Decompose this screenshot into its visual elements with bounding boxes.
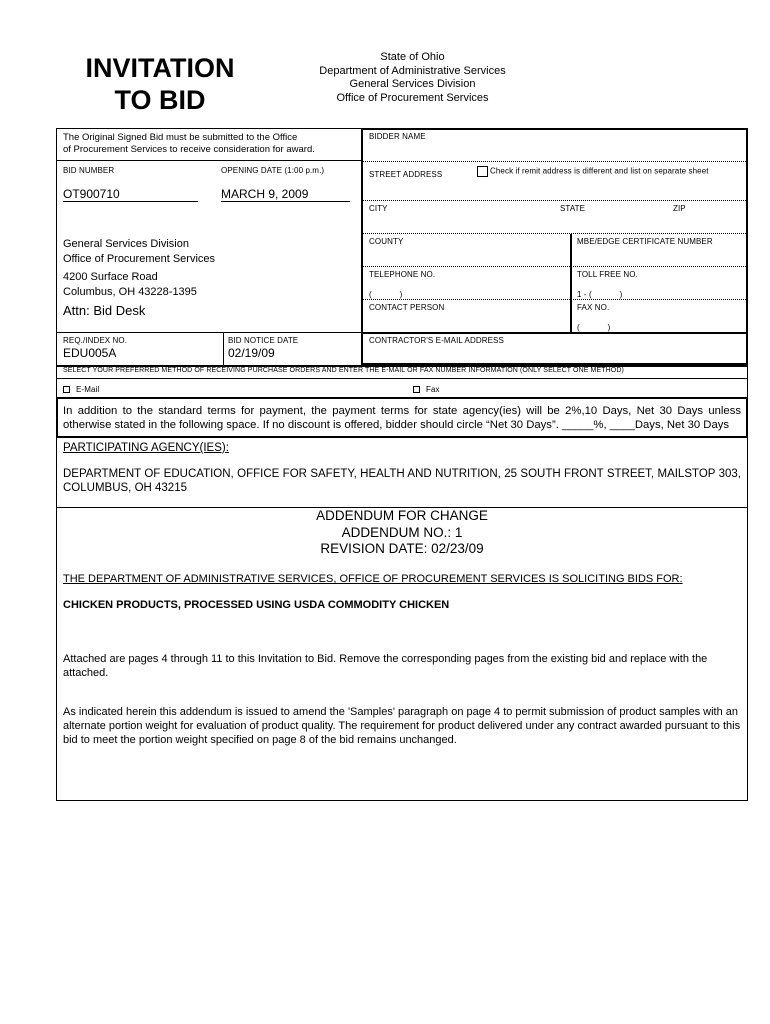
address-line-1: General Services Division <box>63 238 189 250</box>
email-option-label: E-Mail <box>76 385 100 394</box>
agency-line-2: Department of Administrative Services <box>319 64 506 77</box>
req-index-value: EDU005A <box>63 346 117 360</box>
divider <box>363 332 746 334</box>
state-label: STATE <box>560 204 586 213</box>
instructions-line-1: The Original Signed Bid must be submitted to the Office <box>63 132 298 143</box>
method-instruction: SELECT YOUR PREFERRED METHOD OF RECEIVING PURCHASE ORDERS AND ENTER THE E-MAIL OR FAX NUMBER INFORMATION (ONLY SELECT ONE METHOD) <box>63 367 624 374</box>
county-label: COUNTY <box>369 237 404 246</box>
title-line-1: INVITATION <box>85 53 235 83</box>
addendum-title: ADDENDUM FOR CHANGE <box>316 508 488 523</box>
telephone-field[interactable]: ( ) <box>369 290 403 299</box>
bid-number: OT900710 <box>63 187 198 202</box>
bid-notice-date-label: BID NOTICE DATE <box>228 336 299 345</box>
fax-label: FAX NO. <box>577 303 610 312</box>
opening-date-label: OPENING DATE (1:00 p.m.) <box>221 166 325 175</box>
contact-person-label: CONTACT PERSON <box>369 303 445 312</box>
agency-line-4: Office of Procurement Services <box>336 91 489 104</box>
divider <box>223 332 224 365</box>
mailing-address <box>63 237 215 300</box>
agency-line-1: State of Ohio <box>380 51 445 63</box>
agency-line-3: General Services Division <box>349 78 476 90</box>
title-line-2: TO BID <box>114 85 206 115</box>
mbe-label: MBE/EDGE CERTIFICATE NUMBER <box>577 237 713 246</box>
addendum-number: ADDENDUM NO.: 1 <box>341 524 463 540</box>
req-index-label: REQ./INDEX NO. <box>63 336 128 345</box>
telephone-label: TELEPHONE NO. <box>369 270 436 279</box>
dotted-divider <box>363 266 746 267</box>
checkbox-icon[interactable] <box>477 166 488 177</box>
opening-date: MARCH 9, 2009 <box>221 187 350 202</box>
dotted-divider <box>363 299 746 300</box>
remit-address-label: Check if remit address is different and list on separate sheet <box>490 166 709 176</box>
dotted-divider <box>363 161 746 162</box>
addendum-header <box>56 508 748 558</box>
checkbox-icon[interactable] <box>413 386 420 393</box>
document-title <box>60 52 260 116</box>
divider <box>56 332 361 333</box>
instructions-line-2: of Procurement Services to receive consideration for award. <box>63 144 315 155</box>
email-option[interactable] <box>63 385 99 394</box>
divider <box>56 160 361 161</box>
dotted-divider <box>363 200 746 201</box>
fax-option[interactable] <box>413 385 440 394</box>
agencies-text: DEPARTMENT OF EDUCATION, OFFICE FOR SAFETY, HEALTH AND NUTRITION, 25 SOUTH FRONT STREET, MAILSTOP 303, COLUMBUS, OH 43215 <box>63 468 741 494</box>
revision-date: REVISION DATE: 02/23/09 <box>320 541 484 556</box>
bid-notice-date: 02/19/09 <box>228 346 275 360</box>
zip-label: ZIP <box>673 204 686 213</box>
city-label: CITY <box>369 204 388 213</box>
attn-line: Attn: Bid Desk <box>63 303 146 318</box>
fax-option-label: Fax <box>426 385 440 394</box>
product-title: CHICKEN PRODUCTS, PROCESSED USING USDA COMMODITY CHICKEN <box>63 599 450 611</box>
remit-address-checkbox[interactable] <box>477 166 709 177</box>
address-line-3: 4200 Surface Road <box>63 271 158 283</box>
soliciting-statement: THE DEPARTMENT OF ADMINISTRATIVE SERVICES, OFFICE OF PROCUREMENT SERVICES IS SOLICITING BIDS FOR: <box>63 573 683 585</box>
divider <box>570 234 572 333</box>
address-line-4: Columbus, OH 43228-1395 <box>63 286 197 298</box>
addendum-paragraph-1: Attached are pages 4 through 11 to this Invitation to Bid. Remove the corresponding pages from the existing bid and replace with the attached. <box>63 653 708 679</box>
email-address-label: CONTRACTOR'S E-MAIL ADDRESS <box>369 336 504 345</box>
address-line-2: Office of Procurement Services <box>63 253 216 265</box>
street-address-label: STREET ADDRESS <box>369 170 443 179</box>
dotted-divider <box>363 233 746 234</box>
fax-field[interactable]: ( ) <box>577 323 611 332</box>
bid-number-label: BID NUMBER <box>63 166 115 175</box>
toll-free-label: TOLL FREE NO. <box>577 270 638 279</box>
checkbox-icon[interactable] <box>63 386 70 393</box>
toll-free-field[interactable]: 1 - ( ) <box>577 290 623 299</box>
bidder-info-box <box>361 128 748 365</box>
divider <box>56 378 748 379</box>
payment-terms: In addition to the standard terms for payment, the payment terms for state agency(ies) will be 2%,10 Days, Net 30 Days unless otherwise stated in the following space. If no discount is offered, bidder should circle “Net 30 Days”. _____%, ____Days, Net 30 Days <box>63 405 741 431</box>
submission-instructions <box>63 132 358 156</box>
agencies-heading: PARTICIPATING AGENCY(IES): <box>63 442 229 454</box>
addendum-paragraph-2: As indicated herein this addendum is issued to amend the 'Samples' paragraph on page 4 to permit submission of product samples with an alternate portion weight for evaluation of product quality. The requirement for product delivered under any contract awarded pursuant to this bid to meet the portion weight specified on page 8 of the bid remains unchanged. <box>63 706 741 746</box>
agency-header <box>290 51 535 105</box>
bidder-name-label: BIDDER NAME <box>369 132 426 141</box>
